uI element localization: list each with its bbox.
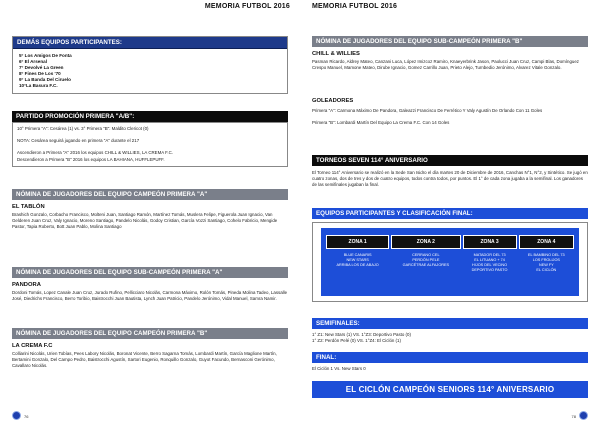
club-logo-icon bbox=[579, 411, 588, 420]
final-title: FINAL: bbox=[312, 352, 588, 363]
nomina-a-section bbox=[12, 189, 288, 231]
demas-section bbox=[12, 36, 288, 94]
team-a-name: EL TABLÓN bbox=[12, 204, 45, 210]
nomina-b-title: NÓMINA DE JUGADORES DEL EQUIPO CAMPEÓN PRIMERA "B" bbox=[12, 328, 288, 339]
zones-table bbox=[324, 233, 576, 293]
zone-team: CERRANO CEL bbox=[412, 253, 440, 257]
team-sub-a-name: PANDORA bbox=[12, 282, 41, 288]
nomina-a-title: NÓMINA DE JUGADORES DEL EQUIPO CAMPEÓN PRIMERA "A" bbox=[12, 189, 288, 200]
promo-note: NOTA: Cesárea seguirá jugando en primera "A" durante el 217 bbox=[17, 138, 140, 144]
team-b-name: LA CREMA F.C bbox=[12, 343, 53, 349]
zone-teams bbox=[391, 251, 460, 291]
team-sub-b-name: CHILL & WILLIES bbox=[312, 51, 360, 57]
team-sub-b-players: Pasman Ricardo, Aldrey Mateo, Canzani Luca, López Imizcoz Ramiro, Knaeyerbrink Jason, Paolucci Juan Cruz, Campi Blas, Domínguez Crespo Manuel, Mamone Mateo, Dirube Ignacio, Gomez Carrillo Juan, Prieto Alejo, Turnbedio Jerónimo, Alvarez Vitale Gonzalo. bbox=[312, 59, 579, 71]
team-sub-a-players: Dordoni Tomás, Lopez Canale Juan Cruz, Jurado Rufino, Pellicciaro Nicolás, Carmona Máximo, Rolón Tomás, Pineda Molina Tadeo, Lassalle José, Diedrichs Francisco, Berro Toribio, Baistrocchi Juan Bautista, Lynch Juan Patricio, Pandelo Jerónimo, Vidal Manuel, Samra Namir. bbox=[12, 290, 288, 302]
promo-ascended: Ascendieron a Primera "A" 2016 los equipos CHILL & WILLIES, LA CREMA F.C. bbox=[17, 150, 173, 156]
goleadores-title: GOLEADORES bbox=[312, 98, 354, 104]
zone-team: DEPORTIVO PASTO bbox=[471, 268, 508, 272]
list-item: 7° Devolvé La Green bbox=[19, 65, 64, 70]
semis-section bbox=[312, 318, 588, 344]
zone-team: BLUE CANARIS bbox=[343, 253, 372, 257]
right-page bbox=[300, 0, 600, 424]
nomina-sub-a-title: NÓMINA DE JUGADORES DEL EQUIPO SUB-CAMPEÓN PRIMERA "A" bbox=[12, 267, 288, 278]
list-item: 5° Los Amigos De Fonta bbox=[19, 53, 72, 58]
champion-banner: EL CICLÓN CAMPEÓN SENIORS 114° ANIVERSARIO bbox=[312, 381, 588, 398]
zone-header: ZONA 4 bbox=[519, 235, 574, 249]
goleadores-a: Primera "A": Carmona Máximo De Pandora, Galeazzi Francisco De Ferrético Y Valy Agustín De Orlando Con 11 Goles bbox=[312, 108, 543, 113]
zone-team: GARCÉTRAE ALFAJORES bbox=[402, 263, 450, 267]
list-item: 9° La Banda Del Ciruelo bbox=[19, 77, 71, 82]
team-b-players: Colliarini Nicolás, Urien Tobías, Pees Labory Nicolás, Boronat Vicente, Berro Sagarna Tomás, Lombardi Martín, García Maglione Martín, Bertamini Gonzalo, Del Campo Pedro, Baistrocchi Agustín, Sartori Eugenio, Ronquillo Gonzalo, Guyot Facundo, Bernasconi Gerónimo, Cavallaro Nicolás. bbox=[12, 351, 277, 369]
zone-header: ZONA 3 bbox=[463, 235, 517, 249]
page-number-right: 78 bbox=[571, 414, 576, 419]
final-text: El Ciclón 1 Vs. New Stars 0 bbox=[312, 366, 366, 371]
zone-team: EL LITUANO + 74 bbox=[474, 258, 505, 262]
nomina-sub-b-title: NÓMINA DE JUGADORES DEL EQUIPO SUB-CAMPEÓN PRIMERA "B" bbox=[312, 36, 588, 47]
zone-team: NEW FY bbox=[538, 263, 554, 267]
team-a-players: Brashich Gonzalo, Corbacho Francisco, Molteni Juan, Santiago Ramón, Martínez Tomás, Muslera Felipe, Figuerola Juan Ignacio, Van Gelderen Juan Cruz, Valy Ignacio, Moreno Santiago, Pandelo Nicolás, Godoy Cristian, García Vozzi Santiago, Cohelo Fabricio, Mengide Pastor, Tapia Roberto, Bott Juan Pablo, Molina Santiago bbox=[12, 212, 278, 230]
equipos-section bbox=[312, 208, 588, 302]
equipos-title: EQUIPOS PARTICIPANTES Y CLASIFICACIÓN FINAL: bbox=[312, 208, 588, 219]
club-logo-icon bbox=[12, 411, 21, 420]
promo-title: PARTIDO PROMOCIÓN PRIMERA "A/B": bbox=[12, 111, 288, 122]
zone-teams bbox=[326, 251, 389, 291]
promo-section bbox=[12, 111, 288, 167]
zone-header: ZONA 1 bbox=[326, 235, 389, 249]
seven-title: TORNEOS SEVEN 114° ANIVERSARIO bbox=[312, 155, 588, 166]
promo-line: 10° Primera "A": Cesárea (1) vs. 3° Primera "B": Maldito Clericot (0) bbox=[17, 126, 149, 131]
promo-box bbox=[12, 122, 288, 167]
demas-list bbox=[13, 49, 287, 93]
zone-team: EL CICLÓN bbox=[536, 268, 557, 272]
final-section bbox=[312, 352, 588, 372]
banner-section bbox=[312, 381, 588, 398]
zone-team: NEW STARS bbox=[346, 258, 369, 262]
seven-text: El Torneo 114° Aniversario se realizó en la Sede San Isidro el día martes 20 de Diciembre de 2016, Canchas N°1, N°2, y Sintético. Se jugó en cuatro zonas, dos de tres y dos de cuatro equipos, todos contra todos, por puntos. El 1° de cada zona jugaba a la semifinal. Los ganadores de las semifinales jugaban la final. bbox=[312, 170, 588, 188]
zone-team: LOS FROLIJOS bbox=[532, 258, 560, 262]
zone-teams bbox=[463, 251, 517, 291]
list-item: 8° Fines De Los '70 bbox=[19, 71, 61, 76]
zone-team: MATADOR DEL 73 bbox=[473, 253, 506, 257]
promo-descended: Descendieron a Primera "B" 2016 los equipos LA BAHIANA, HUFFLEPUFF. bbox=[17, 156, 165, 162]
nomina-b-section bbox=[12, 328, 288, 370]
demas-title: DEMÁS EQUIPOS PARTICIPANTES: bbox=[13, 37, 287, 49]
zone-team: ARRIBA LOS DE ABAJO bbox=[336, 263, 379, 267]
running-title-left: MEMORIA FUTBOL 2016 bbox=[204, 3, 290, 10]
zone-team: PERDÓN PELE bbox=[412, 258, 440, 262]
semis-title: SEMIFINALES: bbox=[312, 318, 588, 329]
zone-header: ZONA 2 bbox=[391, 235, 460, 249]
semi-2: 1° Z2: Perdón Pelé (0) VS. 1°Z4: El Ciclón (1) bbox=[312, 338, 401, 344]
page-number-left: 76 bbox=[24, 414, 29, 419]
nomina-sub-a-section bbox=[12, 267, 288, 302]
nomina-sub-b-section bbox=[312, 36, 588, 71]
list-item: 6° El Arsenal bbox=[19, 59, 47, 64]
zone-team: HIJOS DEL VECINO bbox=[472, 263, 508, 267]
zone-team: EL BAMBINO DEL 73 bbox=[528, 253, 565, 257]
semi-1: 1° Z1: New Stars (1) VS. 1°Z3: Deportivo Pasto (0) bbox=[312, 332, 411, 337]
goleadores-section bbox=[312, 94, 588, 126]
seven-section bbox=[312, 155, 588, 189]
list-item: 10°La Basura F.C. bbox=[19, 83, 58, 88]
demas-box bbox=[12, 36, 288, 94]
running-title-right: MEMORIA FUTBOL 2016 bbox=[312, 3, 398, 10]
zones-wrap bbox=[321, 228, 579, 296]
goleadores-b: Primera "B": Lombardi Martín Del Equipo La Crema F.C. Con 14 Goles bbox=[312, 120, 450, 126]
zones-box bbox=[312, 222, 588, 302]
zone-teams bbox=[519, 251, 574, 291]
